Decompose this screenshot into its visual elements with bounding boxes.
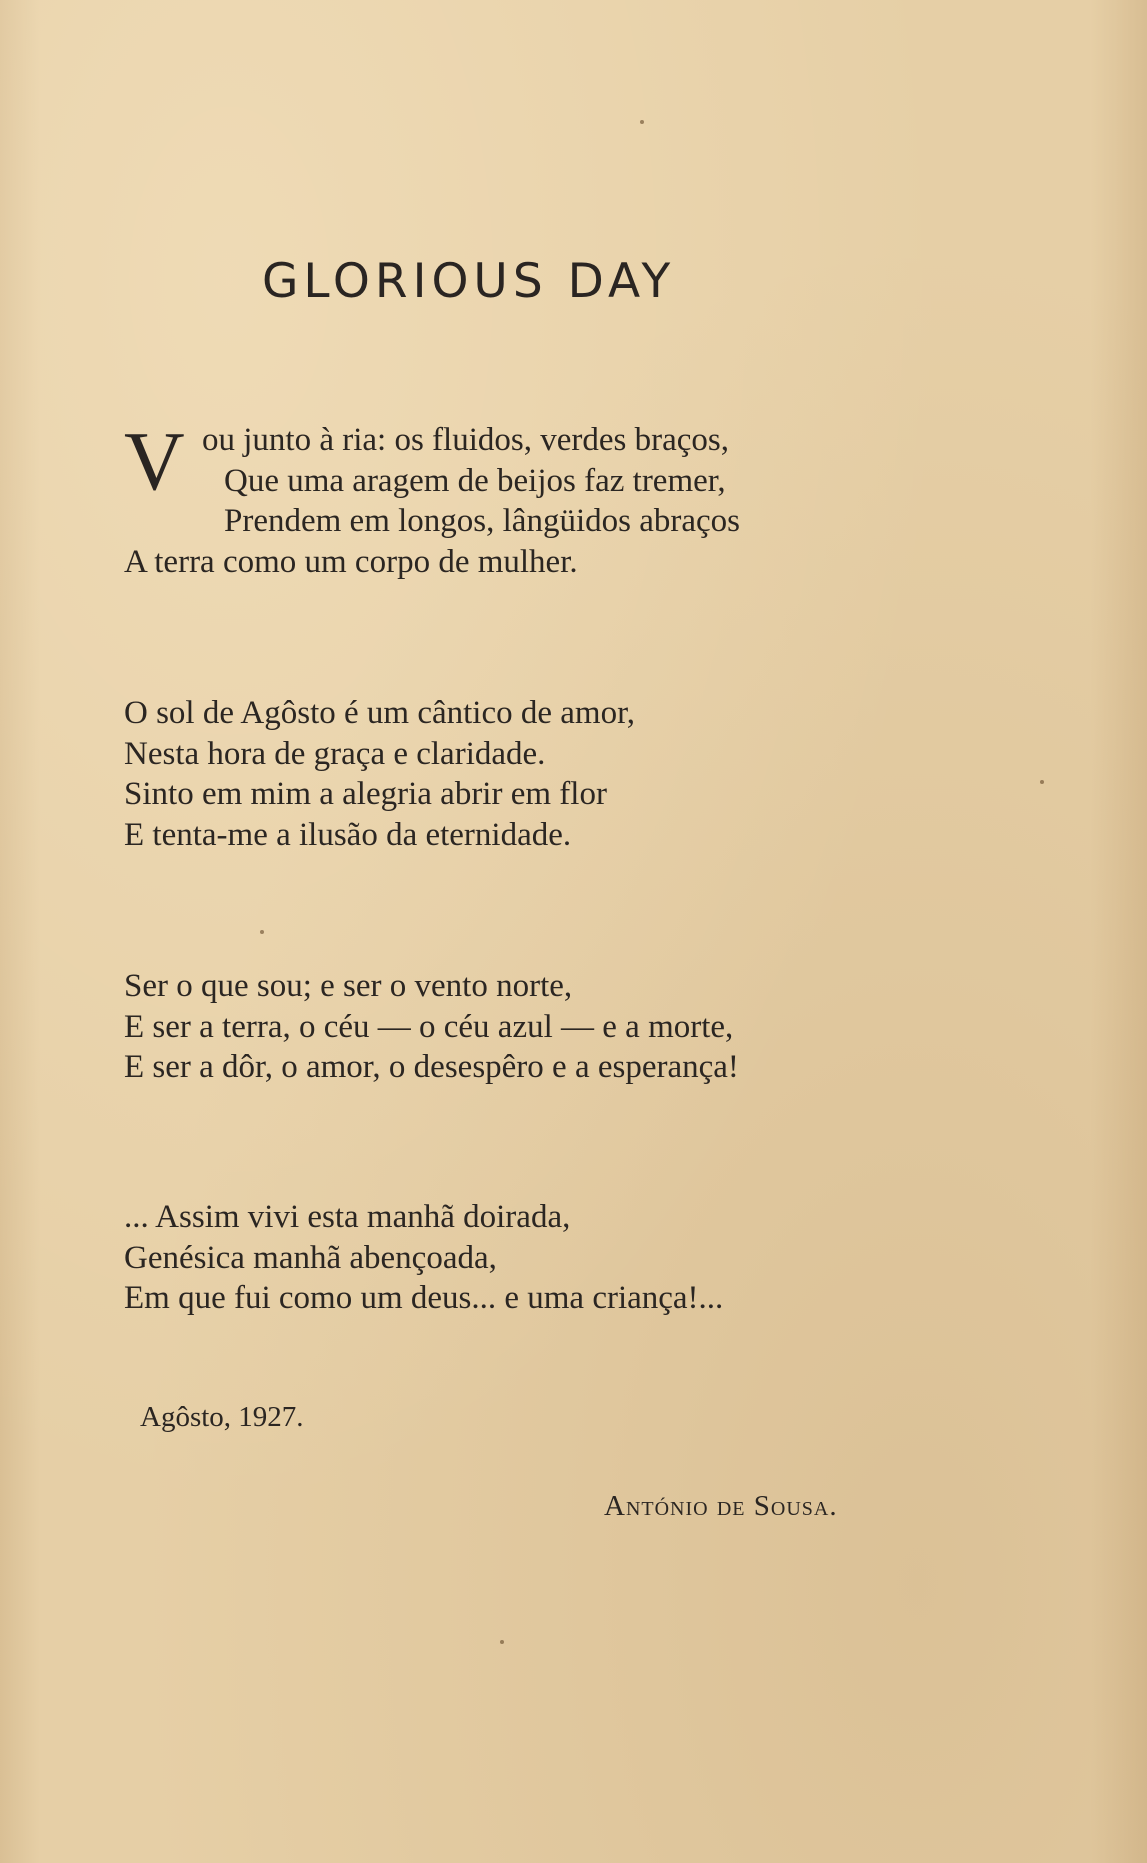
stanza-3-line-1: Ser o que sou; e ser o vento norte, xyxy=(124,968,573,1004)
stanza-1-line-2: Que uma aragem de beijos faz tremer, xyxy=(224,462,726,499)
stanza-4-line-1: ... Assim vivi esta manhã doirada, xyxy=(124,1199,571,1235)
stanza-2-line-4: E tenta-me a ilusão da eternidade. xyxy=(124,816,572,853)
paper-speck xyxy=(640,120,644,124)
paper-speck xyxy=(500,1640,504,1644)
stanza-2-line-2: Nesta hora de graça e claridade. xyxy=(124,735,546,772)
stanza-3-line-3: E ser a dôr, o amor, o desespêro e a esperança! xyxy=(124,1049,739,1085)
stanza-2-line-3: Sinto em mim a alegria abrir em flor xyxy=(124,776,607,812)
paper-speck xyxy=(260,930,264,934)
poem-author: António de Sousa. xyxy=(604,1490,838,1522)
stanza-2-line-1: O sol de Agôsto é um cântico de amor, xyxy=(124,695,635,731)
poem-date: Agôsto, 1927. xyxy=(140,1401,304,1433)
stanza-1-line-4: A terra como um corpo de mulher. xyxy=(124,543,578,580)
stanza-2 xyxy=(124,693,635,855)
drop-cap-letter: V xyxy=(124,415,185,508)
stanza-3 xyxy=(124,966,739,1088)
stanza-1 xyxy=(124,415,740,582)
poem-title: GLORIOUS DAY xyxy=(262,254,676,309)
stanza-1-line-3: Prendem em longos, lângüidos abraços xyxy=(224,503,740,539)
stanza-1-line-1-text: ou junto à ria: os fluidos, verdes braços, xyxy=(202,422,729,458)
paper-speck xyxy=(1040,780,1044,784)
stanza-3-line-2: E ser a terra, o céu — o céu azul — e a morte, xyxy=(124,1008,734,1045)
stanza-4-line-3: Em que fui como um deus... e uma criança!... xyxy=(124,1280,724,1316)
stanza-4 xyxy=(124,1197,723,1319)
stanza-4-line-2: Genésica manhã abençoada, xyxy=(124,1239,497,1276)
stanza-1-line-1 xyxy=(124,420,740,461)
